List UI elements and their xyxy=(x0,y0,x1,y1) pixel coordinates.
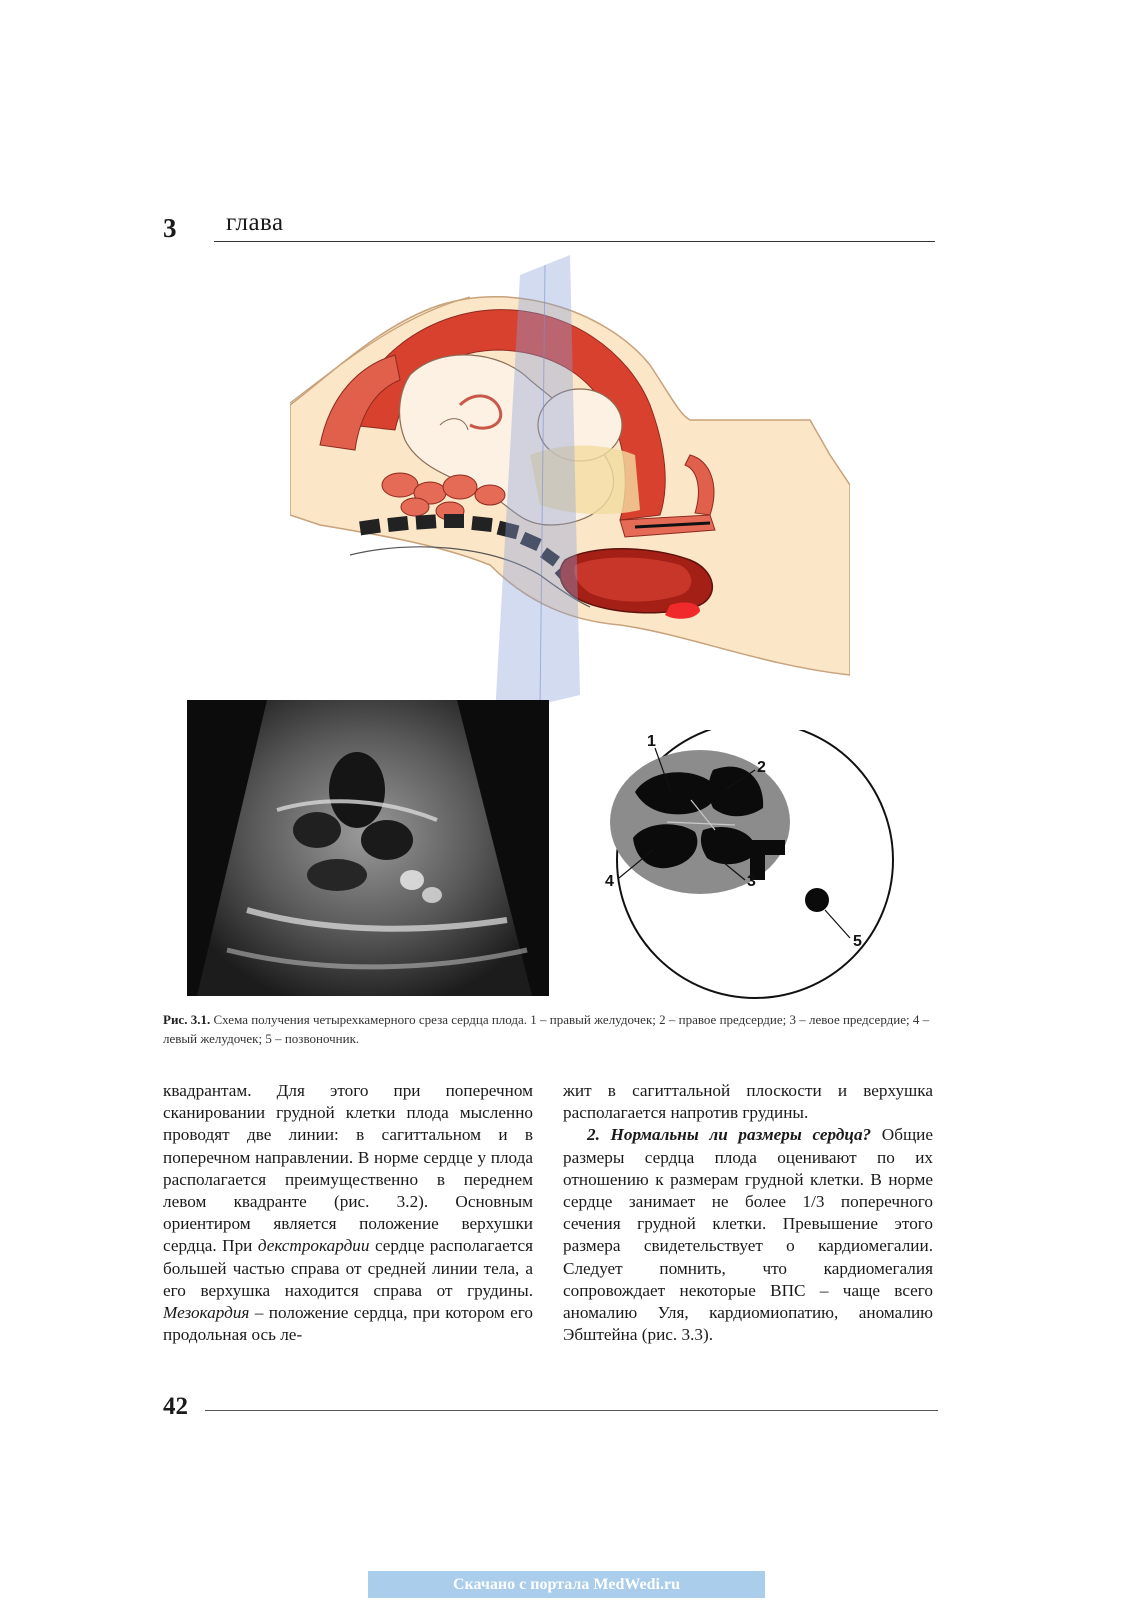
paragraph-text: – положение сердца, при котором его продольная ось ле- xyxy=(163,1303,533,1345)
question-heading: 2. Нормальны ли размеры сердца? xyxy=(587,1125,872,1145)
fetal-scan-anatomy-illustration xyxy=(290,255,850,715)
figure-caption-text: Схема получения четырехкамерного среза сердца плода. 1 – правый желудочек; 2 – правое предсердие; 3 – левое предсердие; 4 – левый желудочек; 5 – позвоночник. xyxy=(163,1012,930,1046)
text-column-left xyxy=(163,1080,533,1346)
term-dextrocardia: декстрокардии xyxy=(257,1236,370,1256)
paragraph-text: квадрантам. Для этого при поперечном сканировании грудной клетки плода мысленно проводят две линии: в сагиттальном и в поперечном направлении. В норме сердце у плода располагается преимущественно в переднем левом квадранте (рис. 3.2). Основным ориентиром является положение верхушки сердца. При xyxy=(163,1081,533,1256)
chapter-number: 3 xyxy=(163,213,177,243)
download-watermark: Скачано с портала MedWedi.ru xyxy=(368,1571,765,1598)
schematic-label-3: 3 xyxy=(747,873,756,890)
schematic-label-1: 1 xyxy=(647,733,656,750)
text-column-right xyxy=(563,1080,933,1346)
schematic-label-5: 5 xyxy=(853,933,862,950)
figure-caption xyxy=(163,1010,938,1048)
paragraph-text: сердце располагается большей частью справа от средней линии тела, а его верхушка находится справа от грудины. xyxy=(163,1236,533,1300)
schematic-label-4: 4 xyxy=(605,873,614,890)
paragraph: жит в сагиттальной плоскости и верхушка располагается напротив грудины. xyxy=(563,1081,933,1123)
paragraph xyxy=(163,1080,533,1346)
ultrasound-image xyxy=(187,700,549,996)
schematic-label-2: 2 xyxy=(757,759,766,776)
footer-divider xyxy=(205,1410,938,1411)
term-mesocardia: Мезокардия xyxy=(163,1303,250,1323)
chapter-title: глава xyxy=(226,209,284,236)
heart-chamber-dark xyxy=(329,752,385,828)
paragraph xyxy=(563,1124,933,1346)
figure-caption-label: Рис. 3.1. xyxy=(163,1012,211,1027)
header-divider xyxy=(214,241,935,242)
paragraph-text: Общие размеры сердца плода оценивают по их отношению к размерам грудной клетки. В норме сердце занимает не более 1/3 поперечного сечения грудной клетки. Превышение этого размера свидетельствует о кардиомегалии. Следует помнить, что кардиомегалия сопровождает некоторые ВПС – чаще всего аномалию Уля, кардиомиопатию, аномалию Эбштейна (рис. 3.3). xyxy=(563,1125,934,1345)
page-number: 42 xyxy=(163,1393,188,1420)
four-chamber-schematic xyxy=(595,730,905,1010)
spine-dot xyxy=(805,888,829,912)
